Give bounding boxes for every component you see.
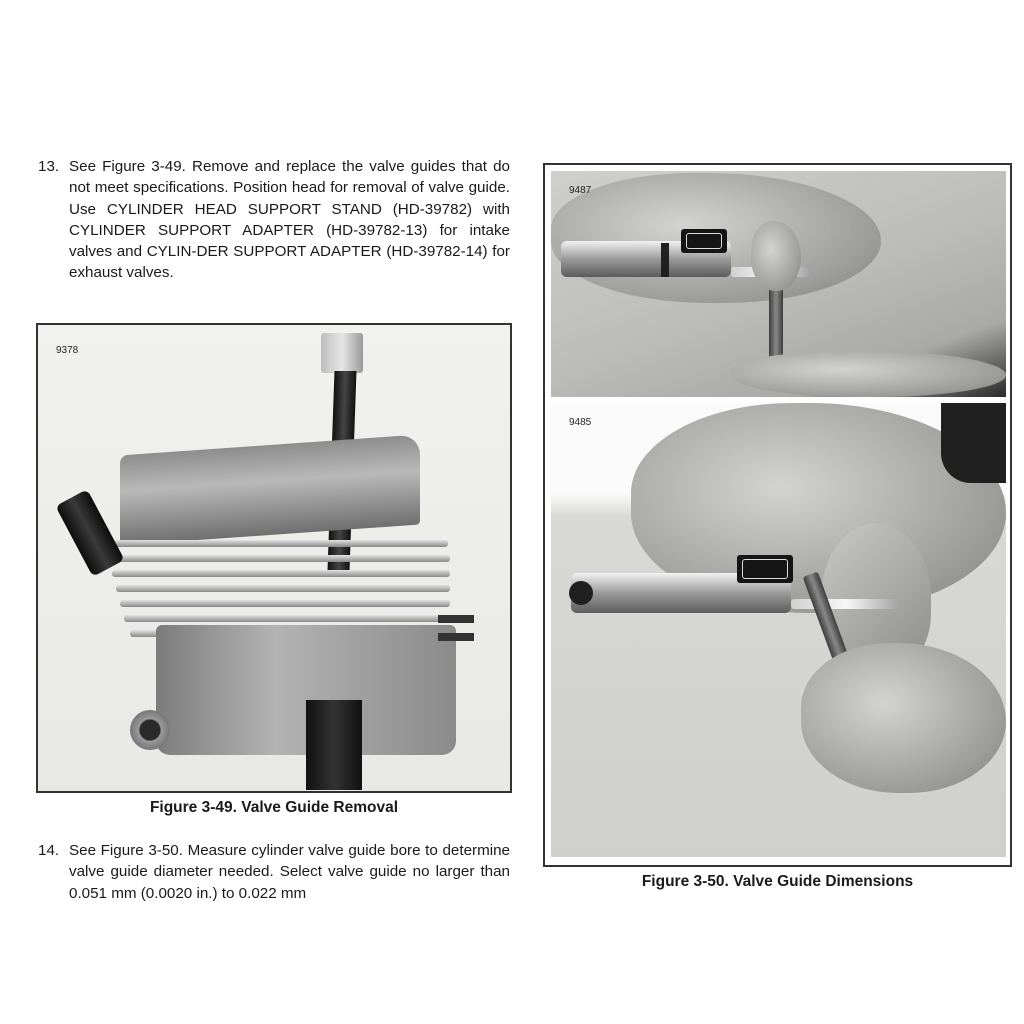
micrometer-photo-bottom <box>551 403 1006 857</box>
studs <box>438 615 474 623</box>
micrometer-photo-top <box>551 171 1006 397</box>
step-text: See Figure 3-49. Remove and replace the valve guides that do not meet specifications. Position head for removal of valve guide. Use CYLINDER HEAD SUPPORT STAND (HD-39782) with CYLINDER SUPPORT ADAPTER (HD-39782-13) for intake valves and CYLIN-DER SUPPORT ADAPTER (HD-39782-14) for exhaust valves. <box>69 158 510 282</box>
cylinder-head-photo <box>38 325 510 791</box>
photo-number: 9378 <box>56 345 79 356</box>
thimble-ring <box>661 243 669 277</box>
lower-hand <box>731 351 1006 397</box>
cooling-fin <box>124 615 450 622</box>
ratchet-cap <box>569 581 593 605</box>
cooling-fin <box>116 585 450 592</box>
figure-caption: Figure 3-50. Valve Guide Dimensions <box>641 873 914 890</box>
cooling-fin <box>110 555 450 562</box>
adapter-tube <box>55 489 124 577</box>
step-number: 14. <box>38 842 60 859</box>
spindle <box>791 599 901 609</box>
cooling-fin <box>120 600 450 607</box>
step-number: 13. <box>38 158 60 175</box>
micrometer-counter <box>681 229 727 253</box>
lower-hand <box>801 643 1006 793</box>
rocker-area <box>120 435 420 546</box>
cooling-fin <box>112 570 450 577</box>
micrometer-counter <box>737 555 793 583</box>
photo-number: 9485 <box>569 417 592 428</box>
port-opening <box>130 710 170 750</box>
figure-3-49 <box>36 323 512 793</box>
step-text: See Figure 3-50. Measure cylinder valve guide bore to determine valve guide diameter needed. Select valve guide no larger than 0.051 mm (0.0020 in.) to 0.022 mm <box>69 842 510 902</box>
support-stand-post <box>306 700 362 790</box>
driver-handle <box>321 333 363 373</box>
sleeve <box>941 403 1006 483</box>
thumb <box>751 221 801 291</box>
figure-caption: Figure 3-49. Valve Guide Removal <box>149 799 399 816</box>
cooling-fin <box>108 540 448 547</box>
figure-3-50 <box>543 163 1012 867</box>
photo-number: 9487 <box>569 185 592 196</box>
